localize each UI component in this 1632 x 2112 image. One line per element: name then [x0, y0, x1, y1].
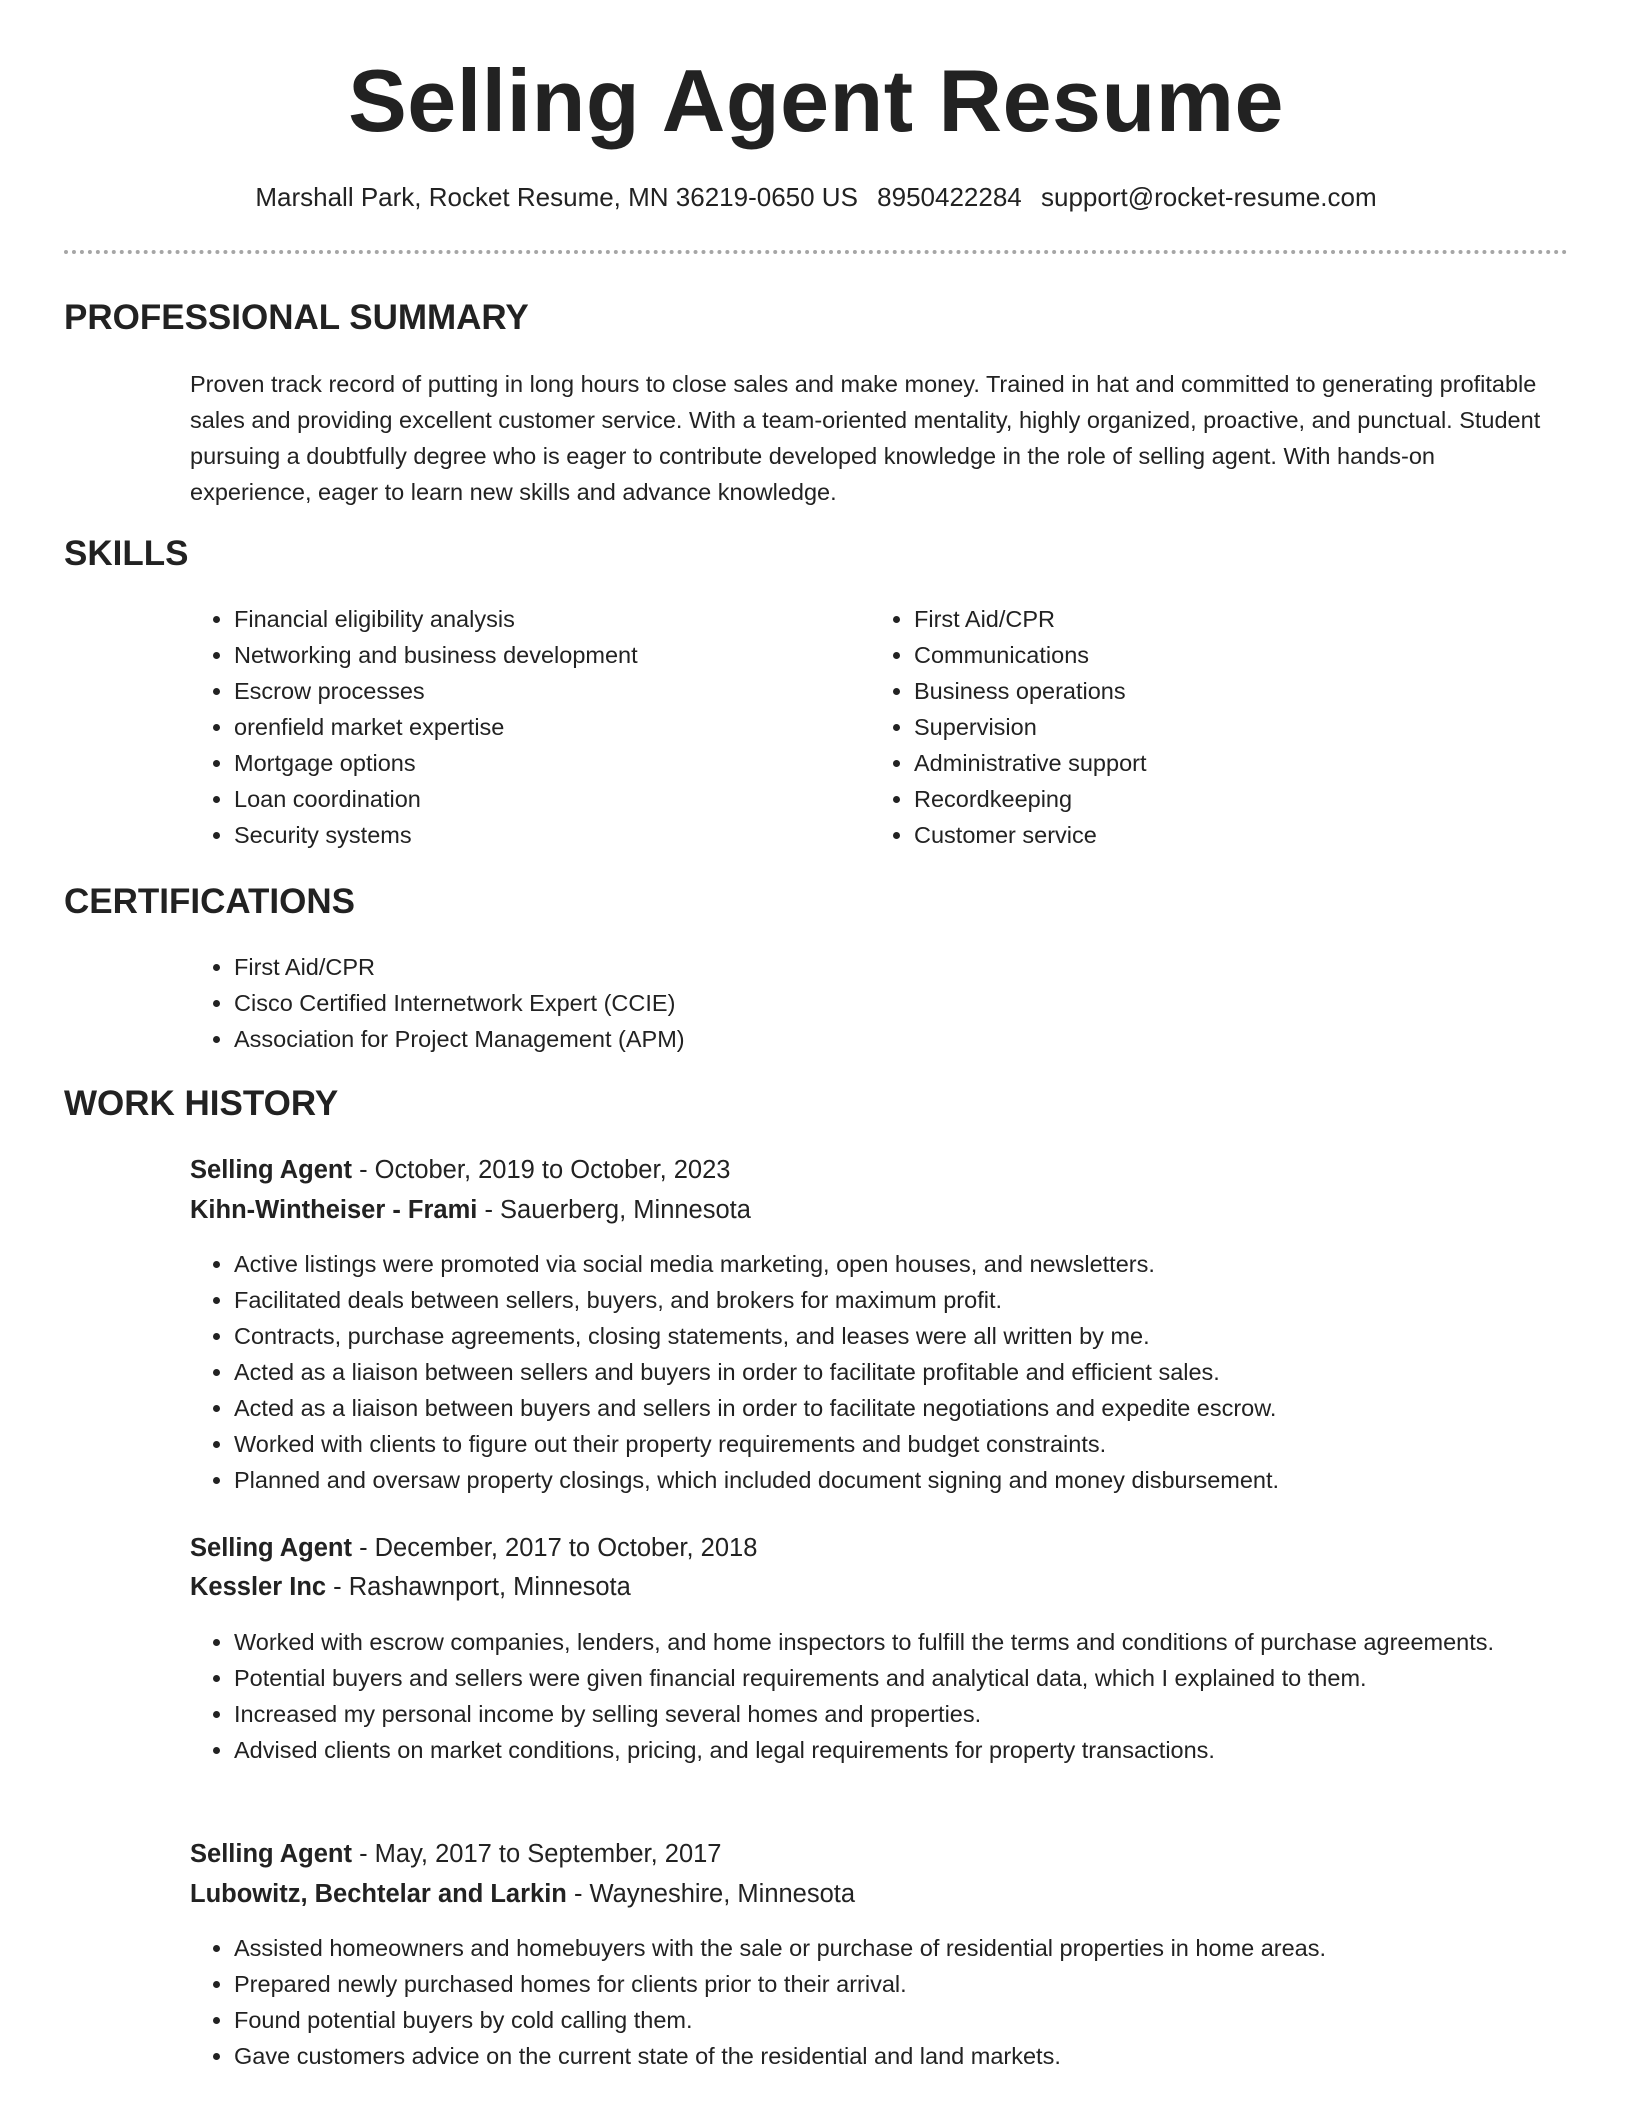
list-item: • Acted as a liaison between buyers and sellers in order to facilitate negotiations and expedite escrow. [234, 1390, 1564, 1426]
list-item: • orenfield market expertise [234, 709, 834, 745]
certifications-list [190, 949, 1534, 1057]
certifications-heading: CERTIFICATIONS [64, 882, 356, 921]
list-item: • Customer service [914, 817, 1514, 853]
list-item: • Prepared newly purchased homes for clients prior to their arrival. [234, 1966, 1564, 2002]
list-item: • Advised clients on market conditions, pricing, and legal requirements for property transactions. [234, 1732, 1564, 1768]
list-item: • Increased my personal income by selling several homes and properties. [234, 1696, 1564, 1732]
job-company: Kessler Inc [190, 1573, 327, 1601]
job-company: Kihn-Wintheiser - Frami [190, 1196, 478, 1224]
skills-heading: SKILLS [64, 534, 189, 573]
list-item: • Worked with escrow companies, lenders, and home inspectors to fulfill the terms and conditions of purchase agreements. [234, 1624, 1564, 1660]
resume-title: Selling Agent Resume [348, 51, 1284, 150]
contact-email: support@rocket-resume.com [1041, 182, 1377, 212]
header-divider [64, 250, 1568, 254]
list-item: • Loan coordination [234, 781, 834, 817]
list-item: • Contracts, purchase agreements, closing statements, and leases were all written by me. [234, 1318, 1564, 1354]
list-item: • Networking and business development [234, 637, 834, 673]
job-bullets [190, 1246, 1564, 1498]
list-item: • Assisted homeowners and homebuyers with the sale or purchase of residential properties in home areas. [234, 1930, 1564, 1966]
job-dates: - October, 2019 to October, 2023 [351, 1156, 731, 1184]
list-item: • Administrative support [914, 745, 1514, 781]
job-bullets [190, 1930, 1564, 2074]
job-dates: - December, 2017 to October, 2018 [351, 1534, 758, 1562]
job-company: Lubowitz, Bechtelar and Larkin [190, 1880, 567, 1908]
list-item: • Financial eligibility analysis [234, 601, 834, 637]
skills-list-right [870, 601, 1514, 853]
list-item: • Mortgage options [234, 745, 834, 781]
job-bullets [190, 1624, 1564, 1768]
list-item: • Recordkeeping [914, 781, 1514, 817]
job-title: Selling Agent [190, 1534, 352, 1562]
list-item: • Gave customers advice on the current state of the residential and land markets. [234, 2038, 1564, 2074]
list-item: • Acted as a liaison between sellers and buyers in order to facilitate profitable and efficient sales. [234, 1354, 1564, 1390]
job-company-line [190, 1192, 751, 1228]
list-item: • Security systems [234, 817, 834, 853]
list-item: • Association for Project Management (APM) [234, 1021, 1534, 1057]
list-item: • Active listings were promoted via social media marketing, open houses, and newsletters. [234, 1246, 1564, 1282]
job-company-line [190, 1876, 855, 1912]
list-item: • Cisco Certified Internetwork Expert (CCIE) [234, 985, 1534, 1021]
list-item: • Communications [914, 637, 1514, 673]
skills-list-left [190, 601, 834, 853]
list-item: • Escrow processes [234, 673, 834, 709]
work-history-heading: WORK HISTORY [64, 1084, 339, 1123]
job-location: - Wayneshire, Minnesota [566, 1880, 856, 1908]
job-dates: - May, 2017 to September, 2017 [351, 1840, 722, 1868]
list-item: • Found potential buyers by cold calling them. [234, 2002, 1564, 2038]
job-title-line [190, 1152, 730, 1188]
job-company-line [190, 1569, 631, 1605]
list-item: • First Aid/CPR [234, 949, 1534, 985]
list-item: • Business operations [914, 673, 1514, 709]
job-title: Selling Agent [190, 1840, 352, 1868]
job-title-line [190, 1530, 757, 1566]
list-item: • Facilitated deals between sellers, buyers, and brokers for maximum profit. [234, 1282, 1564, 1318]
contact-line [0, 182, 1632, 213]
job-title-line [190, 1836, 722, 1872]
list-item: • Potential buyers and sellers were given financial requirements and analytical data, which I explained to them. [234, 1660, 1564, 1696]
job-title: Selling Agent [190, 1156, 352, 1184]
contact-address: Marshall Park, Rocket Resume, MN 36219-0650 US [255, 182, 858, 212]
contact-phone: 8950422284 [877, 182, 1022, 212]
list-item: • First Aid/CPR [914, 601, 1514, 637]
job-location: - Sauerberg, Minnesota [477, 1196, 751, 1224]
list-item: • Worked with clients to figure out their property requirements and budget constraints. [234, 1426, 1564, 1462]
summary-heading: PROFESSIONAL SUMMARY [64, 298, 529, 337]
list-item: • Supervision [914, 709, 1514, 745]
list-item: • Planned and oversaw property closings, which included document signing and money disbursement. [234, 1462, 1564, 1498]
summary-text: Proven track record of putting in long hours to close sales and make money. Trained in hat and committed to generating profitable sales and providing excellent customer service. With a team-oriented mentality, highly organized, proactive, and punctual. Student pursuing a doubtfully degree who is eager to contribute developed knowledge in the role of selling agent. With hands-on experience, eager to learn new skills and advance knowledge. [190, 371, 1541, 505]
job-location: - Rashawnport, Minnesota [326, 1573, 631, 1601]
